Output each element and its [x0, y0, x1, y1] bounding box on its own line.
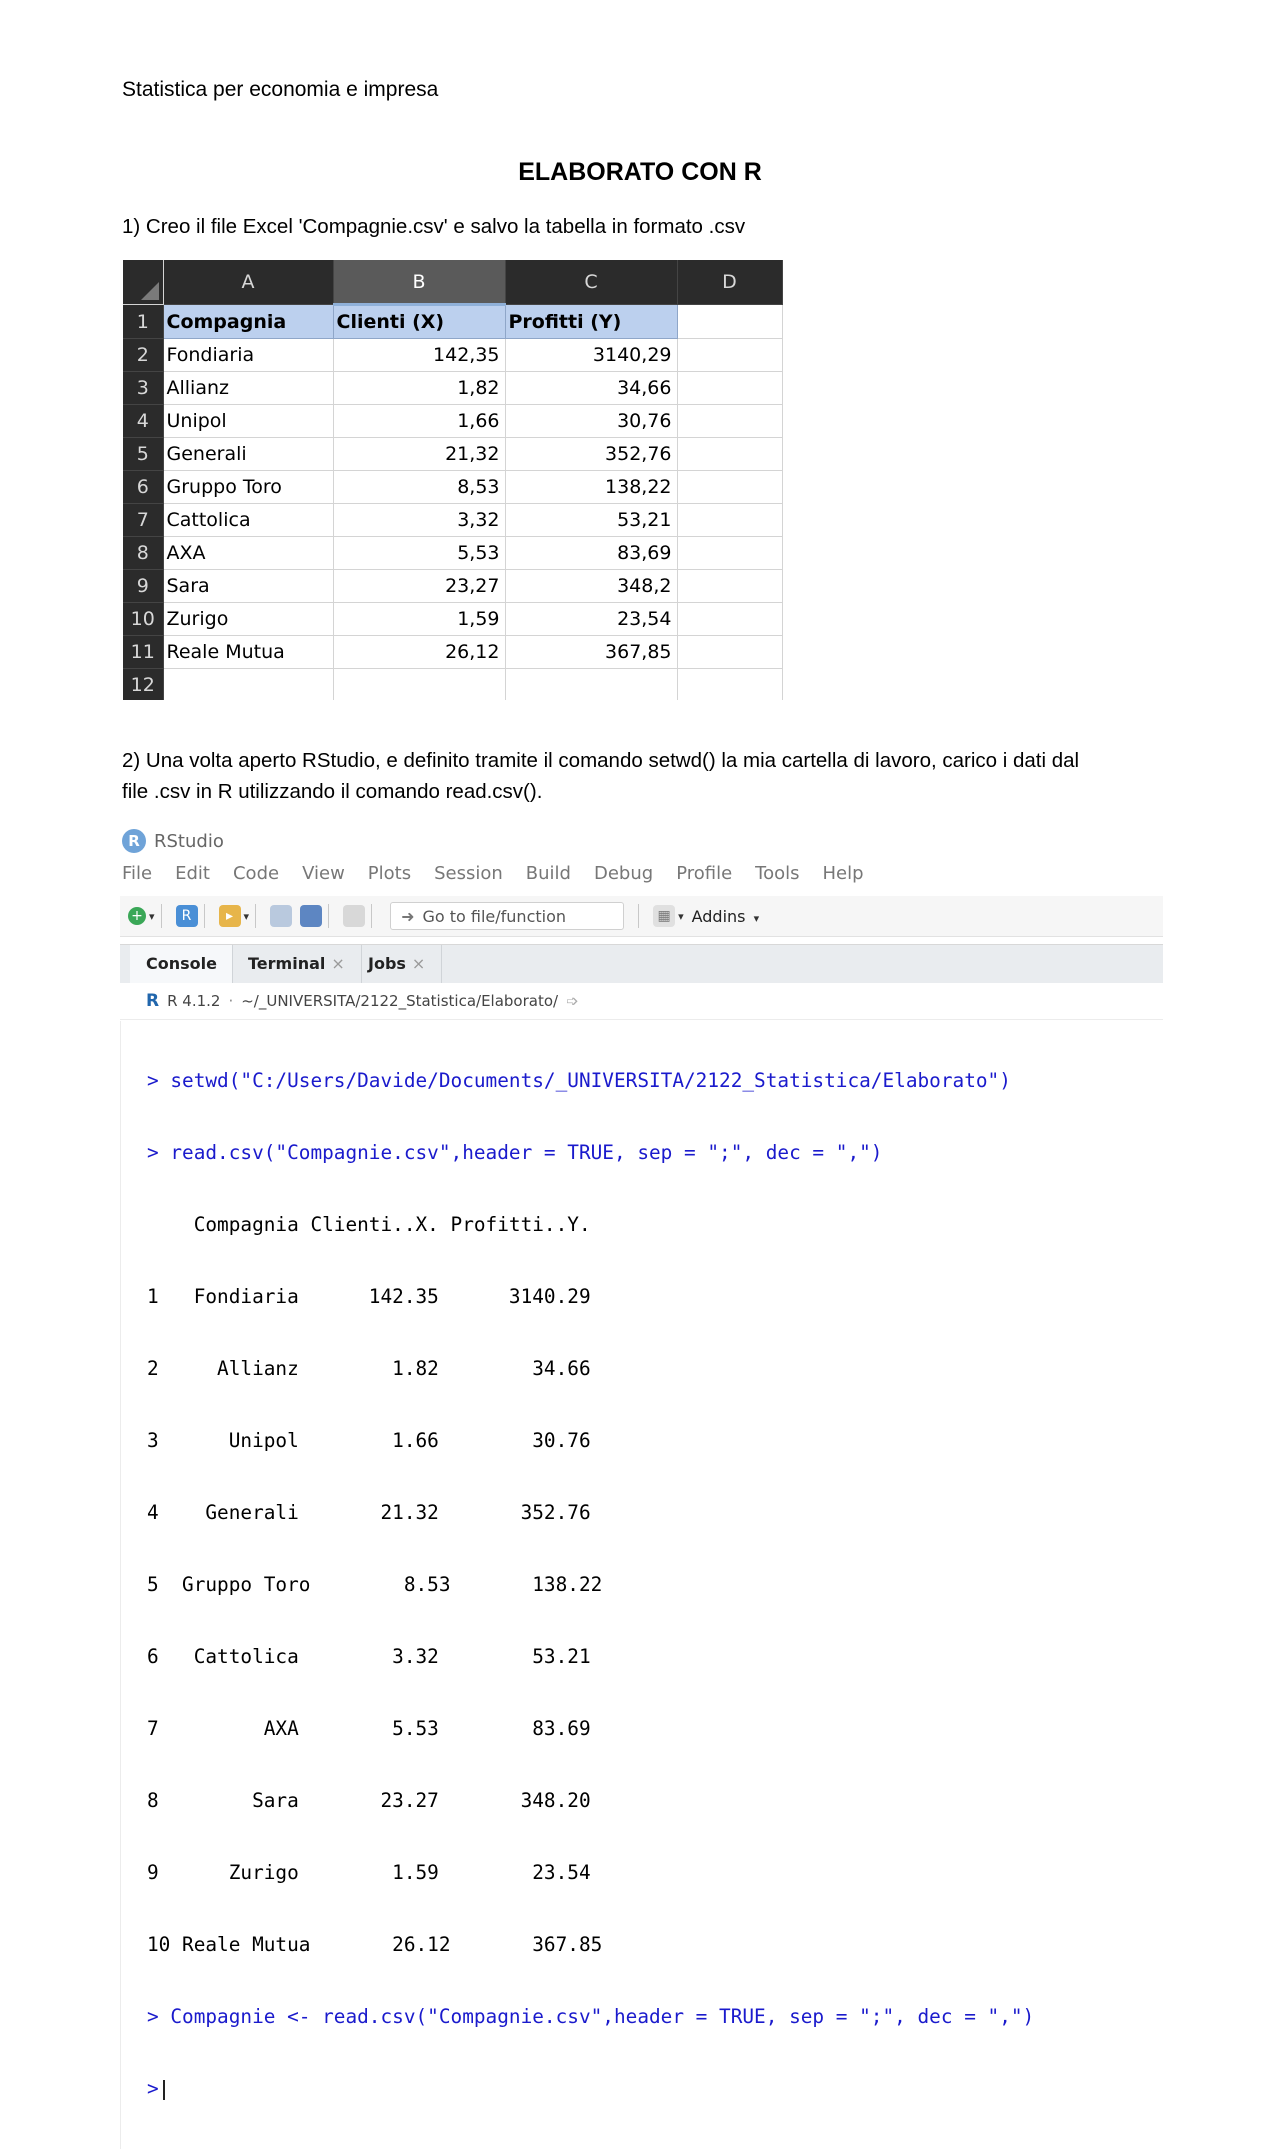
cell-profitti[interactable]: 138,22	[505, 471, 677, 504]
doc-title: ELABORATO CON R	[518, 158, 762, 186]
cell-profitti[interactable]: 53,21	[505, 504, 677, 537]
table-row	[123, 438, 782, 471]
console-line: > read.csv("Compagnie.csv",header = TRUE, sep = ";", dec = ",")	[147, 1141, 883, 1164]
step-1-text: 1) Creo il file Excel 'Compagnie.csv' e salvo la tabella in formato .csv	[122, 215, 746, 238]
row-number[interactable]: 4	[123, 405, 163, 438]
menu-profile[interactable]: Profile	[676, 863, 733, 884]
table-row	[123, 669, 782, 701]
cell-profitti[interactable]: 3140,29	[505, 339, 677, 372]
console-line: > Compagnie <- read.csv("Compagnie.csv",header = TRUE, sep = ";", dec = ",")	[147, 2005, 1035, 2028]
row-number[interactable]: 9	[123, 570, 163, 603]
menu-plots[interactable]: Plots	[367, 863, 412, 884]
rstudio-screenshot	[120, 820, 1163, 2100]
cell-clienti[interactable]: 3,32	[333, 504, 505, 537]
cell-empty[interactable]	[677, 471, 782, 504]
toolbar-divider	[204, 904, 205, 928]
row-number[interactable]: 1	[123, 305, 163, 339]
table-row	[123, 504, 782, 537]
menu-edit[interactable]: Edit	[175, 863, 210, 884]
cell-empty[interactable]	[677, 504, 782, 537]
menu-bar	[122, 863, 887, 891]
working-directory: ~/_UNIVERSITA/2122_Statistica/Elaborato/	[241, 992, 559, 1010]
addins-label: Addins	[691, 906, 746, 926]
menu-help[interactable]: Help	[822, 863, 864, 884]
console-line: 4 Generali 21.32 352.76	[147, 1501, 591, 1524]
toolbar-divider	[328, 904, 329, 928]
save-all-icon[interactable]	[300, 905, 322, 927]
r-language-icon: R	[146, 991, 160, 1011]
close-jobs-icon[interactable]: ×	[411, 954, 426, 973]
table-row	[123, 570, 782, 603]
table-row	[123, 405, 782, 438]
cell-clienti[interactable]: 142,35	[333, 339, 505, 372]
tab-console[interactable]: Console	[130, 945, 233, 983]
menu-tools[interactable]: Tools	[755, 863, 800, 884]
cell-profitti[interactable]: 23,54	[505, 603, 677, 636]
toolbar-divider	[638, 904, 639, 928]
console-output[interactable]	[120, 1021, 1190, 2149]
cell-compagnia[interactable]: Unipol	[163, 405, 333, 438]
app-title: RStudio	[154, 830, 224, 852]
cell-clienti[interactable]: 5,53	[333, 537, 505, 570]
select-all-corner[interactable]	[123, 260, 163, 305]
toolbar	[120, 896, 1163, 937]
new-project-icon[interactable]: R	[176, 905, 198, 927]
excel-screenshot	[123, 260, 785, 700]
cell-compagnia[interactable]: Allianz	[163, 372, 333, 405]
table-row	[123, 339, 782, 372]
cell-compagnia[interactable]: Fondiaria	[163, 339, 333, 372]
menu-file[interactable]: File	[122, 863, 153, 884]
pane-layout-icon[interactable]: ▦	[653, 905, 675, 927]
cell-empty[interactable]	[677, 372, 782, 405]
console-pane	[120, 944, 1163, 2100]
cell-header-compagnia[interactable]: Compagnia	[163, 305, 333, 339]
row-number[interactable]: 11	[123, 636, 163, 669]
row-number[interactable]: 8	[123, 537, 163, 570]
table-row	[123, 603, 782, 636]
cell-empty[interactable]	[677, 603, 782, 636]
cell-empty[interactable]	[677, 570, 782, 603]
cell-profitti[interactable]: 83,69	[505, 537, 677, 570]
console-input-line[interactable]	[147, 2077, 1190, 2101]
console-line: Compagnia Clienti..X. Profitti..Y.	[147, 1213, 591, 1236]
print-icon[interactable]	[343, 905, 365, 927]
step-2-line-2: file .csv in R utilizzando il comando read.csv().	[122, 780, 543, 803]
excel-table	[123, 260, 783, 700]
cell-compagnia[interactable]: Sara	[163, 570, 333, 603]
cell-empty[interactable]	[163, 669, 333, 701]
console-line: 6 Cattolica 3.32 53.21	[147, 1645, 591, 1668]
cell-clienti[interactable]: 21,32	[333, 438, 505, 471]
cell-profitti[interactable]: 367,85	[505, 636, 677, 669]
cell-clienti[interactable]: 23,27	[333, 570, 505, 603]
console-line: 8 Sara 23.27 348.20	[147, 1789, 591, 1812]
console-line: 2 Allianz 1.82 34.66	[147, 1357, 591, 1380]
cell-compagnia[interactable]: Generali	[163, 438, 333, 471]
cell-header-clienti[interactable]: Clienti (X)	[333, 305, 505, 339]
go-to-directory-icon[interactable]: ➩	[566, 992, 579, 1010]
console-line: > setwd("C:/Users/Davide/Documents/_UNIVERSITA/2122_Statistica/Elaborato")	[147, 1069, 1011, 1092]
cell-empty[interactable]	[677, 405, 782, 438]
cell-clienti[interactable]: 8,53	[333, 471, 505, 504]
cell-empty[interactable]	[677, 537, 782, 570]
column-header-d[interactable]: D	[677, 260, 782, 305]
toolbar-divider	[371, 904, 372, 928]
tab-jobs-label: Jobs	[368, 954, 406, 973]
new-file-icon[interactable]: +	[128, 907, 146, 925]
cell-compagnia[interactable]: Cattolica	[163, 504, 333, 537]
column-header-b[interactable]: B	[333, 260, 505, 305]
cell-empty[interactable]	[505, 669, 677, 701]
column-header-a[interactable]: A	[163, 260, 333, 305]
save-icon[interactable]	[270, 905, 292, 927]
console-line: 10 Reale Mutua 26.12 367.85	[147, 1933, 603, 1956]
cell-empty[interactable]	[677, 438, 782, 471]
row-number[interactable]: 12	[123, 669, 163, 701]
row-number[interactable]: 10	[123, 603, 163, 636]
addins-menu[interactable]	[692, 907, 760, 926]
table-row	[123, 537, 782, 570]
step-2-text	[122, 745, 1182, 807]
menu-session[interactable]: Session	[434, 863, 503, 884]
text-cursor	[163, 2080, 165, 2100]
rstudio-titlebar	[122, 826, 224, 856]
column-header-c[interactable]: C	[505, 260, 677, 305]
go-to-arrow-icon: ➜	[401, 906, 415, 926]
cell-clienti[interactable]: 1,82	[333, 372, 505, 405]
console-line: 1 Fondiaria 142.35 3140.29	[147, 1285, 591, 1308]
table-row	[123, 305, 782, 339]
cell-empty[interactable]	[677, 339, 782, 372]
cell-clienti[interactable]: 1,66	[333, 405, 505, 438]
cell-compagnia[interactable]: AXA	[163, 537, 333, 570]
row-number[interactable]: 6	[123, 471, 163, 504]
step-2-line-1: 2) Una volta aperto RStudio, e definito tramite il comando setwd() la mia cartella di lavoro, carico i dati dal	[122, 749, 1080, 772]
cell-profitti[interactable]: 352,76	[505, 438, 677, 471]
close-terminal-icon[interactable]: ×	[331, 954, 345, 973]
cell-empty[interactable]	[677, 305, 782, 339]
cell-empty[interactable]	[333, 669, 505, 701]
console-line: 9 Zurigo 1.59 23.54	[147, 1861, 591, 1884]
tab-jobs[interactable]	[352, 945, 442, 983]
tab-terminal-label: Terminal	[248, 954, 326, 973]
row-number[interactable]: 7	[123, 504, 163, 537]
console-line: 5 Gruppo Toro 8.53 138.22	[147, 1573, 603, 1596]
console-path-bar	[120, 983, 1163, 1020]
menu-debug[interactable]: Debug	[593, 863, 654, 884]
cell-clienti[interactable]: 1,59	[333, 603, 505, 636]
toolbar-divider	[255, 904, 256, 928]
new-file-dropdown-icon[interactable]: ▾	[149, 909, 155, 923]
go-to-placeholder: Go to file/function	[422, 906, 567, 926]
pane-layout-dropdown-icon[interactable]: ▾	[678, 909, 684, 923]
pane-tabs	[120, 944, 1163, 984]
console-prompt: >	[147, 2077, 159, 2100]
cell-profitti[interactable]: 348,2	[505, 570, 677, 603]
console-line: 7 AXA 5.53 83.69	[147, 1717, 591, 1740]
go-to-file-input[interactable]	[390, 902, 624, 930]
row-number[interactable]: 2	[123, 339, 163, 372]
separator-dot: ·	[228, 992, 234, 1010]
cell-compagnia[interactable]: Gruppo Toro	[163, 471, 333, 504]
cell-compagnia[interactable]: Reale Mutua	[163, 636, 333, 669]
r-version: R 4.1.2	[167, 992, 221, 1010]
open-file-icon[interactable]: ▸	[219, 905, 241, 927]
cell-empty[interactable]	[677, 669, 782, 701]
addins-dropdown-icon: ▾	[753, 911, 760, 925]
menu-view[interactable]: View	[302, 863, 345, 884]
menu-build[interactable]: Build	[525, 863, 571, 884]
open-recent-dropdown-icon[interactable]: ▾	[243, 909, 250, 923]
cell-clienti[interactable]: 26,12	[333, 636, 505, 669]
menu-code[interactable]: Code	[232, 863, 280, 884]
table-row	[123, 471, 782, 504]
tab-terminal[interactable]	[232, 945, 362, 983]
cell-header-profitti[interactable]: Profitti (Y)	[505, 305, 677, 339]
row-number[interactable]: 5	[123, 438, 163, 471]
console-line: 3 Unipol 1.66 30.76	[147, 1429, 591, 1452]
table-row	[123, 636, 782, 669]
toolbar-divider	[161, 904, 162, 928]
cell-compagnia[interactable]: Zurigo	[163, 603, 333, 636]
cell-profitti[interactable]: 34,66	[505, 372, 677, 405]
cell-profitti[interactable]: 30,76	[505, 405, 677, 438]
table-row	[123, 372, 782, 405]
cell-empty[interactable]	[677, 636, 782, 669]
row-number[interactable]: 3	[123, 372, 163, 405]
rstudio-logo-icon: R	[122, 829, 146, 853]
doc-header: Statistica per economia e impresa	[122, 78, 439, 101]
